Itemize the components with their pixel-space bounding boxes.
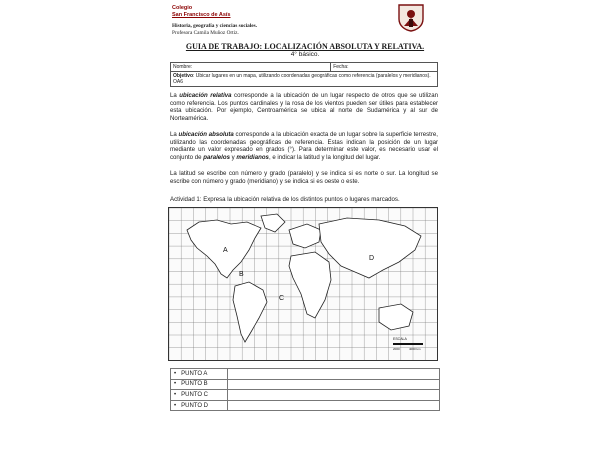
worksheet-title: GUIA DE TRABAJO: LOCALIZACIÓN ABSOLUTA Y RELATIVA. xyxy=(185,42,425,51)
p1-text-b: corresponde a la ubicación de un lugar respecto de otros que se utilizan como referencia. Los puntos cardinales y la rosa de los vientos pueden ser útiles para establecer esta ubicación. Por ejemplo, Centroamérica se ubica al norte de Sudamérica y al sur de Norteamérica. xyxy=(170,92,438,122)
point-b-label: B xyxy=(239,271,244,278)
answer-label: • PUNTO D xyxy=(171,400,228,411)
answer-label: • PUNTO A xyxy=(171,369,228,380)
p2-text-c: y xyxy=(229,153,237,161)
term-meridians: meridianos xyxy=(236,153,269,161)
nombre-label: Nombre: xyxy=(173,64,193,70)
school-crest-icon xyxy=(398,4,424,32)
answer-input[interactable] xyxy=(228,369,440,380)
absolute-location-paragraph xyxy=(170,131,438,161)
fecha-label: Fecha: xyxy=(333,64,349,70)
scale-value-2: 4000 km xyxy=(409,347,421,351)
continent-greenland xyxy=(261,214,285,232)
scale-value-1: 2000 xyxy=(393,347,400,351)
p2-text-d: , e indicar la latitud y la longitud del lugar. xyxy=(268,153,381,161)
answer-row xyxy=(171,369,440,380)
answer-input[interactable] xyxy=(228,400,440,411)
relative-location-paragraph xyxy=(170,92,438,122)
answer-input[interactable] xyxy=(228,379,440,390)
latitude-longitude-paragraph: La latitud se escribe con número y grado (paralelo) y se indica si es norte o sur. La longitud se escribe con número y grado (meridiano) y se indica si es oeste o este. xyxy=(170,170,438,185)
nombre-field[interactable] xyxy=(171,63,331,72)
point-a-label: A xyxy=(223,247,228,254)
continent-europe xyxy=(289,224,321,248)
p2-text-b: corresponde a la ubicación exacta de un lugar sobre la superficie terrestre, utilizando las coordenadas geográficas de referencia. Estas indican la posición de un lugar mediante un valor expresado en grados (°). Para determinar este valor, es necesario usar el conjunto de xyxy=(170,131,438,161)
answer-row xyxy=(171,390,440,401)
teacher-line: Profesora Camila Muñoz Ortiz. xyxy=(172,29,239,36)
department-info xyxy=(172,23,257,36)
student-info-table xyxy=(170,62,438,87)
answer-row xyxy=(171,400,440,411)
objective-label: Objetivo xyxy=(173,73,194,79)
continents xyxy=(187,214,421,342)
answer-label: • PUNTO C xyxy=(171,390,228,401)
term-parallels: paralelos xyxy=(203,153,230,161)
activity-instruction: Actividad 1: Expresa la ubicación relativa de los distintos puntos o lugares marcados. xyxy=(170,196,400,203)
continent-south-america xyxy=(233,282,267,342)
point-d-label: D xyxy=(369,255,375,262)
school-name-line1: Colegio xyxy=(172,5,193,11)
scale-label: ESCALA xyxy=(393,337,407,341)
continent-oceania xyxy=(379,304,413,330)
p1-text-a: La xyxy=(170,92,180,99)
answer-label: • PUNTO B xyxy=(171,379,228,390)
objective-cell xyxy=(171,72,438,87)
answer-row xyxy=(171,379,440,390)
subject-line: Historia, geografía y ciencias sociales. xyxy=(172,23,258,29)
p2-text-a: La xyxy=(170,131,179,138)
term-absolute-location: ubicación absoluta xyxy=(178,131,234,138)
school-name-line2: San Francisco de Asís xyxy=(172,11,231,18)
continent-asia xyxy=(319,218,421,278)
answers-table xyxy=(170,368,440,411)
continent-africa xyxy=(289,252,331,318)
point-c-label: C xyxy=(279,295,285,302)
world-map-grid xyxy=(168,207,438,361)
grade-level: 4° básico. xyxy=(290,51,320,58)
map-scale xyxy=(393,337,423,351)
school-name xyxy=(172,5,231,18)
fecha-field[interactable] xyxy=(331,63,438,72)
answer-input[interactable] xyxy=(228,390,440,401)
term-relative-location: ubicación relativa xyxy=(179,92,232,99)
objective-text: : Ubicar lugares en un mapa, utilizando coordenadas geográficas como referencia (paralelos y meridianos). OA6 xyxy=(173,73,431,85)
